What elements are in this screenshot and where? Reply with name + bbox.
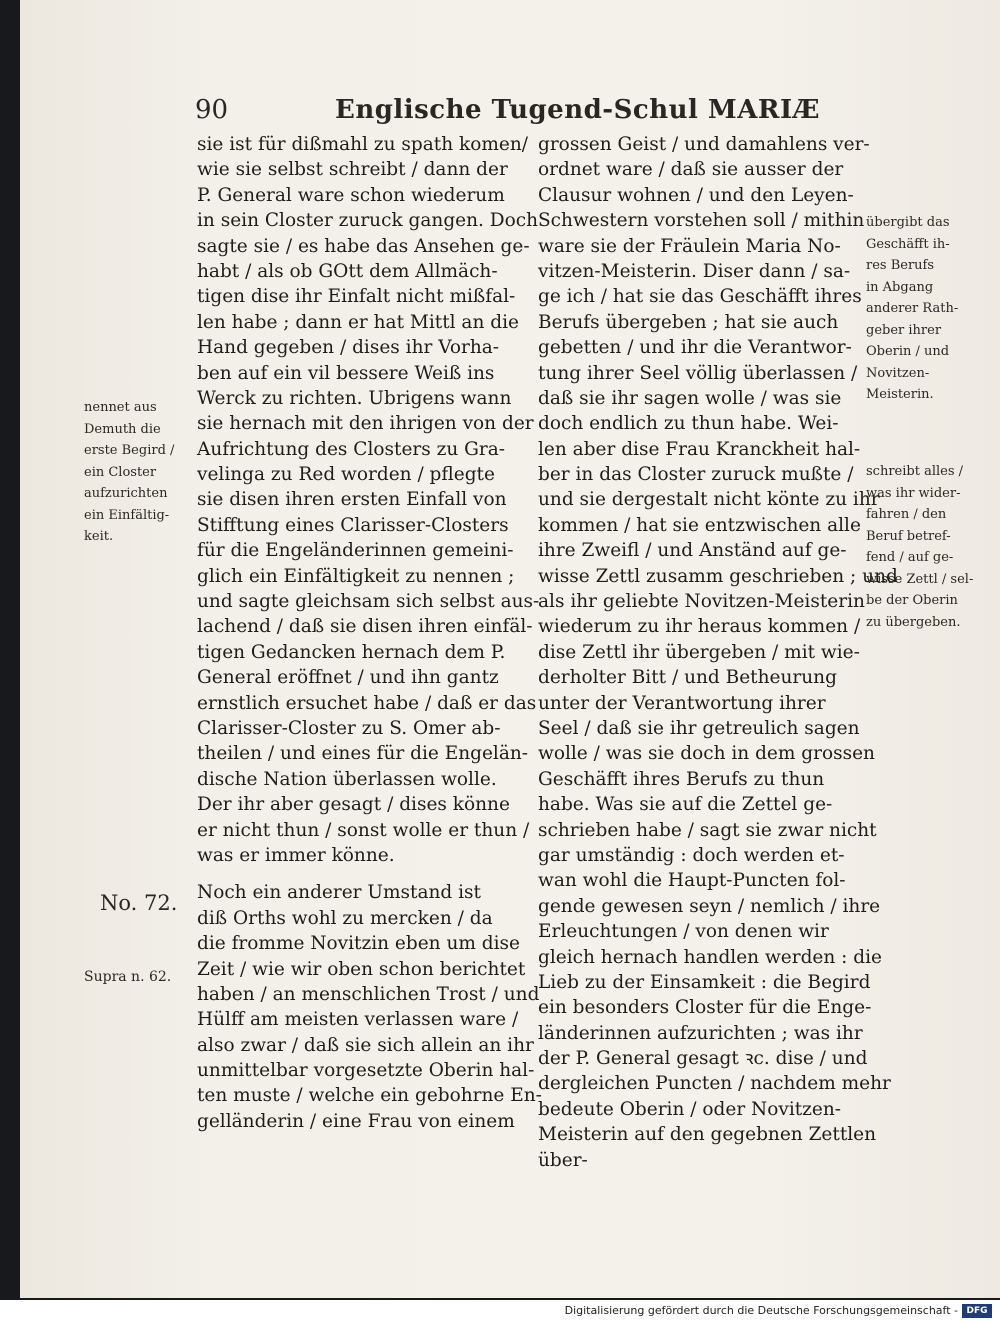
margin-note-right-notes [866,461,973,633]
text-line: kommen / hat sie entzwischen alle [538,514,861,536]
text-line: Meisterin auf den gegebnen Zettlen [538,1124,877,1146]
margin-note-line: aufzurichten [84,486,168,501]
margin-note-line: Beruf betref- [866,528,951,544]
margin-note-line: anderer Rath- [866,301,959,316]
paragraph-1 [197,132,540,868]
text-line: wolle / was sie doch in dem grossen [538,743,875,765]
margin-note-line: keit. [84,529,114,544]
text-line: Werck zu richten. Ubrigens wann [197,387,512,409]
text-line: ein besonders Closter für die Enge- [538,997,872,1019]
text-line: gelländerin / eine Frau von einem [197,1110,515,1132]
text-line: haben / an menschlichen Trost / und [197,983,540,1005]
text-line: glich ein Einfältigkeit zu nennen ; [197,565,515,587]
text-line: unmittelbar vorgesetzte Oberin hal- [197,1060,535,1082]
paragraph-2 [197,880,542,1134]
text-line: P. General ware schon wiederum [197,184,505,206]
text-line: wiederum zu ihr heraus kommen / [538,616,861,638]
text-line: General eröffnet / und ihn gantz [197,667,499,689]
text-line: wie sie selbst schreibt / dann der [197,159,508,181]
text-line: schrieben habe / sagt sie zwar nicht [538,819,877,841]
digitization-footer [0,1300,1000,1323]
margin-note-line: fend / auf ge- [866,550,954,565]
margin-note-number: No. 72. [100,891,178,915]
text-line: tigen Gedancken hernach dem P. [197,641,506,663]
text-line: gar umständig : doch werden et- [538,844,845,866]
text-line: und sagte gleichsam sich selbst aus- [197,591,540,613]
text-line: gende gewesen seyn / nemlich / ihre [538,895,881,917]
text-line: habt / als ob GOtt dem Allmäch- [197,260,498,282]
text-line: für die Engeländerinnen gemeini- [197,540,514,562]
text-line: sie disen ihren ersten Einfall von [197,489,507,511]
text-line: Erleuchtungen / von denen wir [538,921,829,943]
text-line: gebetten / und ihr die Verantwor- [538,337,852,359]
text-line: also zwar / daß sie sich allein an ihr [197,1034,534,1056]
text-line: sie hernach mit den ihrigen von der [197,413,534,435]
text-line: Lieb zu der Einsamkeit : die Begird [538,971,871,993]
text-line: Clarisser-Closter zu S. Omer ab- [197,717,501,739]
text-line: len aber dise Frau Kranckheit hal- [538,438,861,460]
text-line: ihre Zweifl / und Anständ auf ge- [538,540,847,562]
text-line: doch endlich zu thun habe. Wei- [538,413,839,435]
margin-note-line: was ihr wider- [866,485,961,501]
text-line: derholter Bitt / und Betheurung [538,667,837,689]
text-line: dergleichen Puncten / nachdem mehr [538,1073,891,1095]
text-line: er nicht thun / sonst wolle er thun / [197,819,530,841]
text-line: Aufrichtung des Closters zu Gra- [197,438,506,460]
text-line: Stifftung eines Clarisser-Closters [197,514,509,536]
text-line: ber in das Closter zuruck mußte / [538,464,854,486]
text-line: Noch ein anderer Umstand ist [197,882,481,904]
margin-note-line: Oberin / und [866,344,950,359]
text-line: als ihr geliebte Novitzen-Meisterin [538,591,865,613]
text-line: ordnet ware / daß sie ausser der [538,159,844,181]
text-line: theilen / und eines für die Engelän- [197,743,529,765]
margin-note-line: ein Einfältig- [84,507,170,523]
text-line: vitzen-Meisterin. Diser dann / sa- [538,260,851,282]
margin-note-line: geber ihrer [866,322,942,338]
text-line: länderinnen aufzurichten ; was ihr [538,1022,863,1044]
margin-note-right-vocation [866,212,958,406]
margin-note-line: wisse Zettl / sel- [866,571,974,587]
text-line: wisse Zettl zusamm geschrieben ; und [538,565,898,587]
dfg-logo: DFG [962,1304,992,1318]
text-line: unter der Verantwortung ihrer [538,692,826,714]
left-text-column [197,132,542,1134]
text-line: ware sie der Fräulein Maria No- [538,235,841,257]
margin-note-line: zu übergeben. [866,614,961,630]
text-line: daß sie ihr sagen wolle / was sie [538,387,842,409]
text-line: gleich hernach handlen werden : die [538,946,882,968]
margin-note-line: Novitzen- [866,365,930,381]
text-line: diß Orths wohl zu mercken / da [197,907,493,929]
right-text-column [538,132,898,1173]
footer-credit: Digitalisierung gefördert durch die Deutsche Forschungsgemeinschaft - [564,1304,958,1317]
margin-note-line: Geschäfft ih- [866,236,950,252]
margin-note-line: erste Begird / [84,443,175,458]
text-line: wan wohl die Haupt-Puncten fol- [538,870,846,892]
text-line: Zeit / wie wir oben schon berichtet [197,958,526,980]
margin-note-line: ein Closter [84,464,157,480]
margin-note-line: res Berufs [866,258,935,273]
text-line: ten muste / welche ein gebohrne En- [197,1085,542,1107]
running-title: Englische Tugend-Schul MARIÆ [335,95,821,125]
margin-note-line: be der Oberin [866,593,958,608]
text-line: Seel / daß sie ihr getreulich sagen [538,717,860,739]
text-line: ernstlich ersuchet habe / daß er das [197,692,537,714]
paragraph-gap [197,868,515,880]
text-line: Der ihr aber gesagt / dises könne [197,794,510,816]
margin-note-line: fahren / den [866,507,947,522]
text-line: Geschäfft ihres Berufs zu thun [538,768,825,790]
text-line: grossen Geist / und damahlens ver- [538,134,870,155]
margin-note-line: Demuth die [84,421,161,437]
text-line: sagte sie / es habe das Ansehen ge- [197,235,530,257]
text-line: und sie dergestalt nicht könte zu ihr [538,489,880,511]
text-line: lachend / daß sie disen ihren einfäl- [197,616,533,638]
margin-note-line: übergibt das [866,215,950,230]
text-line: in sein Closter zuruck gangen. Doch [197,210,539,232]
text-line: tigen dise ihr Einfalt nicht mißfal- [197,286,516,308]
margin-note-line: nennet aus [84,400,157,415]
text-line: dise Zettl ihr übergeben / mit wie- [538,641,860,663]
text-line: Clausur wohnen / und den Leyen- [538,184,854,206]
text-line: tung ihrer Seel völlig überlassen / [538,362,858,384]
text-line: Hand gegeben / dises ihr Vorha- [197,337,500,359]
text-line: Schwestern vorstehen soll / mithin [538,210,865,232]
text-line: was er immer könne. [197,844,395,866]
margin-note-line: in Abgang [866,279,934,295]
text-line: Berufs übergeben ; hat sie auch [538,311,839,333]
text-line: sie ist für dißmahl zu spath komen/ [197,134,528,155]
text-line: habe. Was sie auf die Zettel ge- [538,794,833,816]
page-number: 90 [195,95,229,125]
text-line: ge ich / hat sie das Geschäfft ihres [538,286,862,308]
text-line: der P. General gesagt ꝛc. dise / und [538,1048,868,1070]
paragraph-continued [538,132,898,1173]
text-line: velinga zu Red worden / pflegte [197,464,495,486]
margin-note-left-humility [84,397,174,548]
text-line: len habe ; dann er hat Mittl an die [197,311,519,333]
text-line: ben auf ein vil bessere Weiß ins [197,362,495,384]
text-line: dische Nation überlassen wolle. [197,768,497,790]
margin-note-supra: Supra n. 62. [84,969,172,985]
text-line: Hülff am meisten verlassen ware / [197,1009,519,1031]
text-line: die fromme Novitzin eben um dise [197,933,520,955]
text-line: bedeute Oberin / oder Novitzen- [538,1098,842,1120]
text-line: über- [538,1149,588,1171]
margin-note-line: schreibt alles / [866,464,964,479]
margin-note-line: Meisterin. [866,387,934,402]
